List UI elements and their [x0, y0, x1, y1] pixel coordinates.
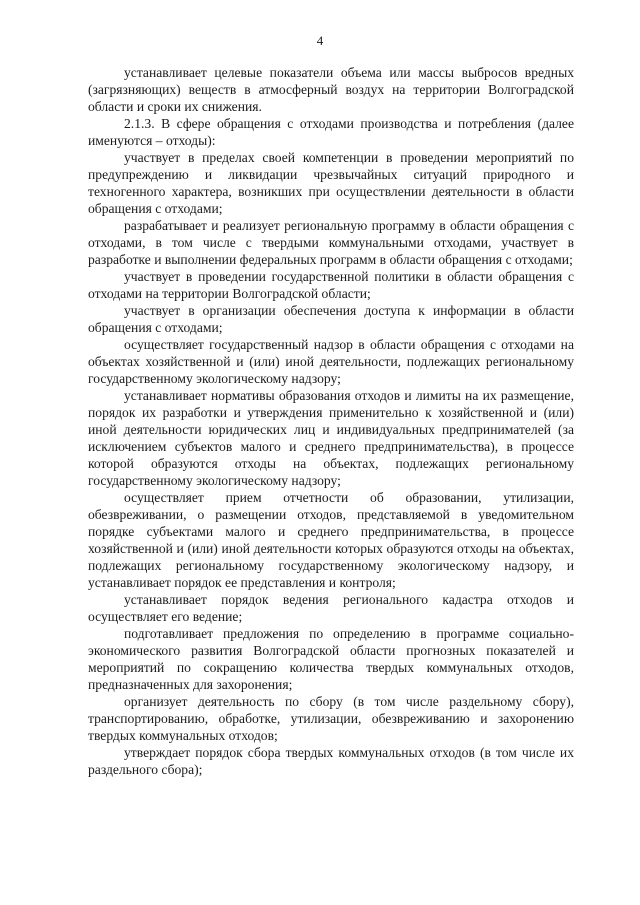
paragraph-regional-program: разрабатывает и реализует региональную программу в области обращения с отходами, в том числе с твердыми коммунальными отходами, участвует в разработке и выполнении федеральных программ в области обращения с отходами; — [88, 218, 574, 267]
paragraph-waste-norms: устанавливает нормативы образования отходов и лимиты на их размещение, порядок их разработки и утверждения применительно к хозяйственной и (или) иной деятельности юридических лиц и индивидуальных предпринимателей (за исключением субъектов малого и среднего предпринимательства), в процессе которой образуются отходы на объектах, подлежащих региональному государственному экологическому надзору; — [88, 388, 574, 488]
paragraph-state-supervision: осуществляет государственный надзор в области обращения с отходами на объектах хозяйственной и (или) иной деятельности, подлежащих региональному государственному экологическому надзору; — [88, 337, 574, 386]
paragraph-section-2-1-3: 2.1.3. В сфере обращения с отходами производства и потребления (далее именуются – отходы): — [88, 116, 574, 148]
paragraph-state-policy: участвует в проведении государственной политики в области обращения с отходами на территории Волгоградской области; — [88, 269, 574, 301]
document-body — [88, 64, 574, 778]
paragraph-waste-cadastre: устанавливает порядок ведения регионального кадастра отходов и осуществляет его ведение; — [88, 592, 574, 624]
paragraph-development-program: подготавливает предложения по определению в программе социально-экономического развития Волгоградской области прогнозных показателей и мероприятий по сокращению количества твердых коммунальных отходов, предназначенных для захоронения; — [88, 626, 574, 692]
page-number: 4 — [316, 33, 324, 48]
paragraph-emission-targets: устанавливает целевые показатели объема или массы выбросов вредных (загрязняющих) веществ в атмосферный воздух на территории Волгоградской области и сроки их снижения. — [88, 65, 574, 114]
paragraph-waste-collection: организует деятельность по сбору (в том числе раздельному сбору), транспортированию, обработке, утилизации, обезвреживанию и захоронению твердых коммунальных отходов; — [88, 694, 574, 743]
paragraph-collection-procedure: утверждает порядок сбора твердых коммунальных отходов (в том числе их раздельного сбора); — [88, 745, 574, 777]
paragraph-emergency-prevention: участвует в пределах своей компетенции в проведении мероприятий по предупреждению и ликвидации чрезвычайных ситуаций природного и техногенного характера, возникших при осуществлении деятельности в области обращения с отходами; — [88, 150, 574, 216]
paragraph-reporting: осуществляет прием отчетности об образовании, утилизации, обезвреживании, о размещении отходов, представляемой в уведомительном порядке субъектами малого и среднего предпринимательства, в процессе хозяйственной и (или) иной деятельности которых образуются отходы на объектах, подлежащих региональному государственному экологическому надзору, и устанавливает порядок ее представления и контроля; — [88, 490, 574, 590]
paragraph-information-access: участвует в организации обеспечения доступа к информации в области обращения с отходами; — [88, 303, 574, 335]
